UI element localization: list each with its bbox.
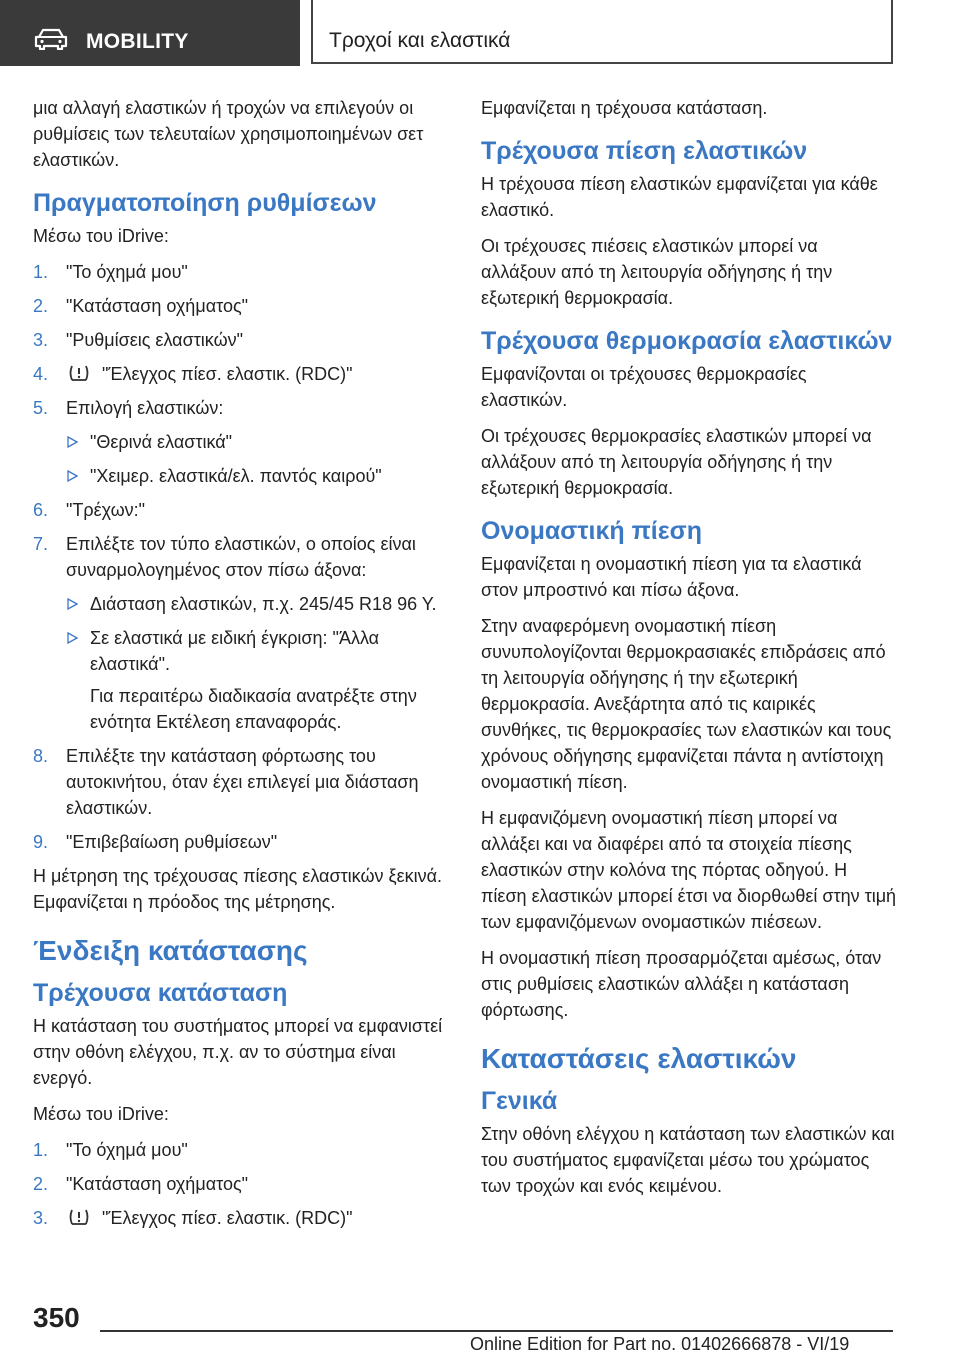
- step-number: 8.: [33, 746, 49, 766]
- right-column: [481, 95, 897, 1209]
- tyre-pressure-warning-icon: [66, 363, 92, 383]
- section-label: MOBILITY: [86, 30, 189, 53]
- shown-status-paragraph: Εμφανίζεται η τρέχουσα κατάσταση.: [481, 98, 768, 118]
- general-paragraph: Στην οθόνη ελέγχου η κατάσταση των ελαστικών και του συστήματος εμφανίζεται μέσω του χρώματος των τροχών και ενός κειμένου.: [481, 1124, 895, 1196]
- step-text: "Επιβεβαίωση ρυθμίσεων": [66, 832, 278, 852]
- sub-text: Σε ελαστικά με ειδική έγκριση: "Άλλα ελαστικά".: [90, 628, 380, 674]
- list-item: [33, 1171, 449, 1197]
- sub-note: Για περαιτέρω διαδικασία ανατρέξτε στην ενότητα Εκτέλεση επαναφοράς.: [90, 686, 417, 732]
- step-text: Επιλέξτε τον τύπο ελαστικών, ο οποίος είναι συναρμολογημένος στον πίσω άξονα:: [66, 534, 416, 580]
- heading-current-temperature: Τρέχουσα θερμοκρασία ελαστικών: [481, 327, 893, 355]
- status-steps: [33, 1137, 449, 1231]
- triangle-bullet-icon: [66, 598, 78, 610]
- step-text: "Το όχημά μου": [66, 262, 188, 282]
- current-pressure-paragraph-1: Η τρέχουσα πίεση ελαστικών εμφανίζεται για κάθε ελαστικό.: [481, 174, 878, 220]
- left-column: [33, 95, 449, 1239]
- step-number: 3.: [33, 330, 49, 350]
- step-text: "Το όχημά μου": [66, 1140, 188, 1160]
- section-tab: [0, 0, 300, 66]
- heading-current-status: Τρέχουσα κατάσταση: [33, 979, 288, 1007]
- heading-status-display: Ένδειξη κατάστασης: [33, 935, 308, 966]
- step-number: 3.: [33, 1208, 49, 1228]
- car-icon: [34, 28, 68, 50]
- list-item: [33, 743, 449, 821]
- via-idrive-label-2: Μέσω του iDrive:: [33, 1104, 169, 1124]
- edition-text: Online Edition for Part no. 01402666878 - VI/19: [470, 1334, 850, 1354]
- list-item: [33, 361, 449, 387]
- list-item: [33, 1205, 449, 1231]
- sub-text: "Θερινά ελαστικά": [90, 432, 233, 452]
- heading-nominal-pressure: Ονομαστική πίεση: [481, 517, 702, 545]
- list-item: [33, 497, 449, 523]
- step-number: 7.: [33, 534, 49, 554]
- sub-list: [66, 429, 449, 489]
- heading-general: Γενικά: [481, 1087, 558, 1115]
- sub-list: [66, 591, 449, 735]
- sub-list-item: [66, 625, 449, 735]
- triangle-bullet-icon: [66, 436, 78, 448]
- current-temperature-paragraph-1: Εμφανίζονται οι τρέχουσες θερμοκρασίες ελαστικών.: [481, 364, 807, 410]
- step-number: 6.: [33, 500, 49, 520]
- step-number: 5.: [33, 398, 49, 418]
- step-number: 2.: [33, 296, 49, 316]
- sub-text: "Χειμερ. ελαστικά/ελ. παντός καιρού": [90, 466, 382, 486]
- list-item: [33, 395, 449, 489]
- step-text: "Έλεγχος πίεσ. ελαστικ. (RDC)": [102, 1208, 353, 1228]
- nominal-paragraph-3: Η εμφανιζόμενη ονομαστική πίεση μπορεί να αλλάξει και να διαφέρει από τα στοιχεία πίεσης ελαστικών στην κολόνα της πόρτας οδηγού. Η πίεση ελαστικών μπορεί έτσι να διορθωθεί στην τιμή των εμφανιζόμενων ονομαστικών πιέσεων.: [481, 808, 897, 932]
- chapter-tab: [311, 0, 893, 64]
- sub-list-item: [66, 463, 449, 489]
- measure-paragraph: Η μέτρηση της τρέχουσας πίεσης ελαστικών ξεκινά. Εμφανίζεται η πρόοδος της μέτρησης.: [33, 866, 442, 912]
- step-number: 2.: [33, 1174, 49, 1194]
- heading-current-pressure: Τρέχουσα πίεση ελαστικών: [481, 137, 808, 165]
- current-pressure-paragraph-2: Οι τρέχουσες πιέσεις ελαστικών μπορεί να αλλάξουν από τη λειτουργία οδήγησης ή την εξωτερική θερμοκρασία.: [481, 236, 833, 308]
- status-paragraph: Η κατάσταση του συστήματος μπορεί να εμφανιστεί στην οθόνη ελέγχου, π.χ. αν το σύστημα είναι ενεργό.: [33, 1016, 443, 1088]
- page-header: [0, 0, 960, 66]
- current-temperature-paragraph-2: Οι τρέχουσες θερμοκρασίες ελαστικών μπορεί να αλλάξουν από τη λειτουργία οδήγησης ή την εξωτερική θερμοκρασία.: [481, 426, 872, 498]
- nominal-paragraph-4: Η ονομαστική πίεση προσαρμόζεται αμέσως, όταν στις ρυθμίσεις ελαστικών αλλάξει η κατάσταση φόρτωσης.: [481, 948, 882, 1020]
- step-number: 1.: [33, 1140, 49, 1160]
- list-item: [33, 531, 449, 735]
- nominal-paragraph-1: Εμφανίζεται η ονομαστική πίεση για τα ελαστικά στον μπροστινό και πίσω άξονα.: [481, 554, 862, 600]
- intro-paragraph: μια αλλαγή ελαστικών ή τροχών να επιλεγούν οι ρυθμίσεις των τελευταίων χρησιμοποιημένων σετ ελαστικών.: [33, 98, 424, 170]
- list-item: [33, 829, 449, 855]
- step-text: "Έλεγχος πίεσ. ελαστικ. (RDC)": [102, 364, 353, 384]
- step-number: 9.: [33, 832, 49, 852]
- step-text: "Τρέχων:": [66, 500, 146, 520]
- tyre-pressure-warning-icon: [66, 1207, 92, 1227]
- list-item: [33, 259, 449, 285]
- list-item: [33, 327, 449, 353]
- footer-divider: [100, 1330, 893, 1332]
- step-number: 4.: [33, 364, 49, 384]
- list-item: [33, 293, 449, 319]
- step-text: "Ρυθμίσεις ελαστικών": [66, 330, 244, 350]
- step-text: "Κατάσταση οχήματος": [66, 1174, 249, 1194]
- list-item: [33, 1137, 449, 1163]
- heading-tyre-states: Καταστάσεις ελαστικών: [481, 1043, 797, 1074]
- step-number: 1.: [33, 262, 49, 282]
- step-text: Επιλέξτε την κατάσταση φόρτωσης του αυτοκινήτου, όταν έχει επιλεγεί μια διάσταση ελαστικών.: [66, 746, 419, 818]
- sub-text: Διάσταση ελαστικών, π.χ. 245/45 R18 96 Y.: [90, 594, 437, 614]
- heading-settings: Πραγματοποίηση ρυθμίσεων: [33, 189, 377, 217]
- step-text: "Κατάσταση οχήματος": [66, 296, 249, 316]
- sub-list-item: [66, 591, 449, 617]
- triangle-bullet-icon: [66, 470, 78, 482]
- page-number: 350: [33, 1302, 80, 1333]
- nominal-paragraph-2: Στην αναφερόμενη ονομαστική πίεση συνυπολογίζονται θερμοκρασιακές επιδράσεις από τη λειτουργία οδήγησης ή την εξωτερική θερμοκρασία. Ανεξάρτητα από τις καιρικές συνθήκες, τις θερμοκρασίες των ελαστικών και τους χρόνους οδήγησης εμφανίζεται πάντα η αντίστοιχη ονομαστική πίεση.: [481, 616, 892, 792]
- chapter-title: Τροχοί και ελαστικά: [329, 29, 511, 52]
- sub-list-item: [66, 429, 449, 455]
- triangle-bullet-icon: [66, 632, 78, 644]
- step-text: Επιλογή ελαστικών:: [66, 398, 224, 418]
- settings-steps: [33, 259, 449, 855]
- via-idrive-label: Μέσω του iDrive:: [33, 226, 169, 246]
